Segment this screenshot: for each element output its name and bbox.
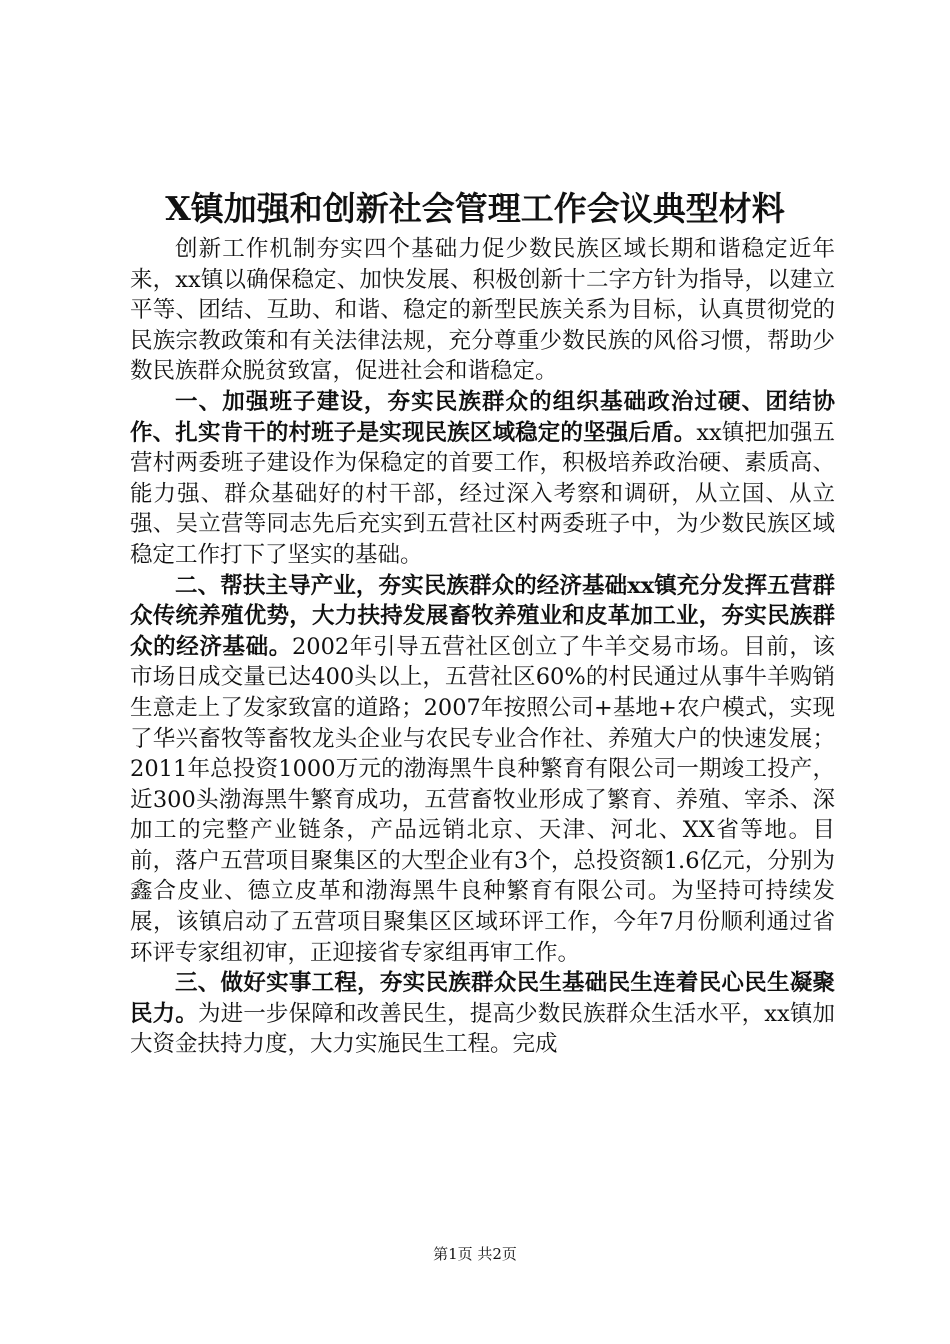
- paragraph-intro-text: 创新工作机制夯实四个基础力促少数民族区域长期和谐稳定近年来，xx镇以确保稳定、加快发展、积极创新十二字方针为指导，以建立平等、团结、互助、和谐、稳定的新型民族关系为目标，认真贯彻党的民族宗教政策和有关法律法规，充分尊重少数民族的风俗习惯，帮助少数民族群众脱贫致富，促进社会和谐稳定。: [130, 236, 835, 385]
- paragraph-section-2: [130, 571, 835, 969]
- section-2-heading: 二、帮扶主导产业，夯实民族群众的经济基础xx镇充分发挥五营群众传统养殖优势，大力扶持发展畜牧养殖业和皮革加工业，夯实民族群众的经济基础。: [130, 572, 835, 660]
- section-3-heading: 三、做好实事工程，夯实民族群众民生基础民生连着民心民生凝聚民力。: [130, 970, 835, 1027]
- paragraph-intro: [130, 234, 835, 387]
- section-1-heading: 一、加强班子建设，夯实民族群众的组织基础政治过硬、团结协作、扎实肯干的村班子是实现民族区域稳定的坚强后盾。: [130, 388, 835, 446]
- page-number-footer: 第1页 共2页: [433, 1245, 517, 1263]
- section-1-text: xx镇把加强五营村两委班子建设作为保稳定的首要工作，积极培养政治硬、素质高、能力强、群众基础好的村干部，经过深入考察和调研，从立国、从立强、吴立营等同志先后充实到五营社区村两委班子中，为少数民族区域稳定工作打下了坚实的基础。: [130, 419, 835, 568]
- section-2-text: 2002年引导五营社区创立了牛羊交易市场。目前，该市场日成交量已达400头以上，五营社区60%的村民通过从事牛羊购销生意走上了发家致富的道路；2007年按照公司+基地+农户模式，实现了华兴畜牧等畜牧龙头企业与农民专业合作社、养殖大户的快速发展；2011年总投资1000万元的渤海黑牛良种繁育有限公司一期竣工投产，近300头渤海黑牛繁育成功，五营畜牧业形成了繁育、养殖、宰杀、深加工的完整产业链条，产品远销北京、天津、河北、XX省等地。目前，落户五营项目聚集区的大型企业有3个，总投资额1.6亿元，分别为鑫合皮业、德立皮革和渤海黑牛良种繁育有限公司。为坚持可持续发展，该镇启动了五营项目聚集区区域环评工作，今年7月份顺利通过省环评专家组初审，正迎接省专家组再审工作。: [130, 633, 835, 966]
- section-3-text: 为进一步保障和改善民生，提高少数民族群众生活水平，xx镇加大资金扶持力度，大力实施民生工程。完成: [130, 1000, 835, 1058]
- document-title: X镇加强和创新社会管理工作会议典型材料: [165, 189, 785, 228]
- document-body: [130, 234, 835, 1060]
- paragraph-section-1: [130, 387, 835, 571]
- paragraph-section-3: [130, 968, 835, 1060]
